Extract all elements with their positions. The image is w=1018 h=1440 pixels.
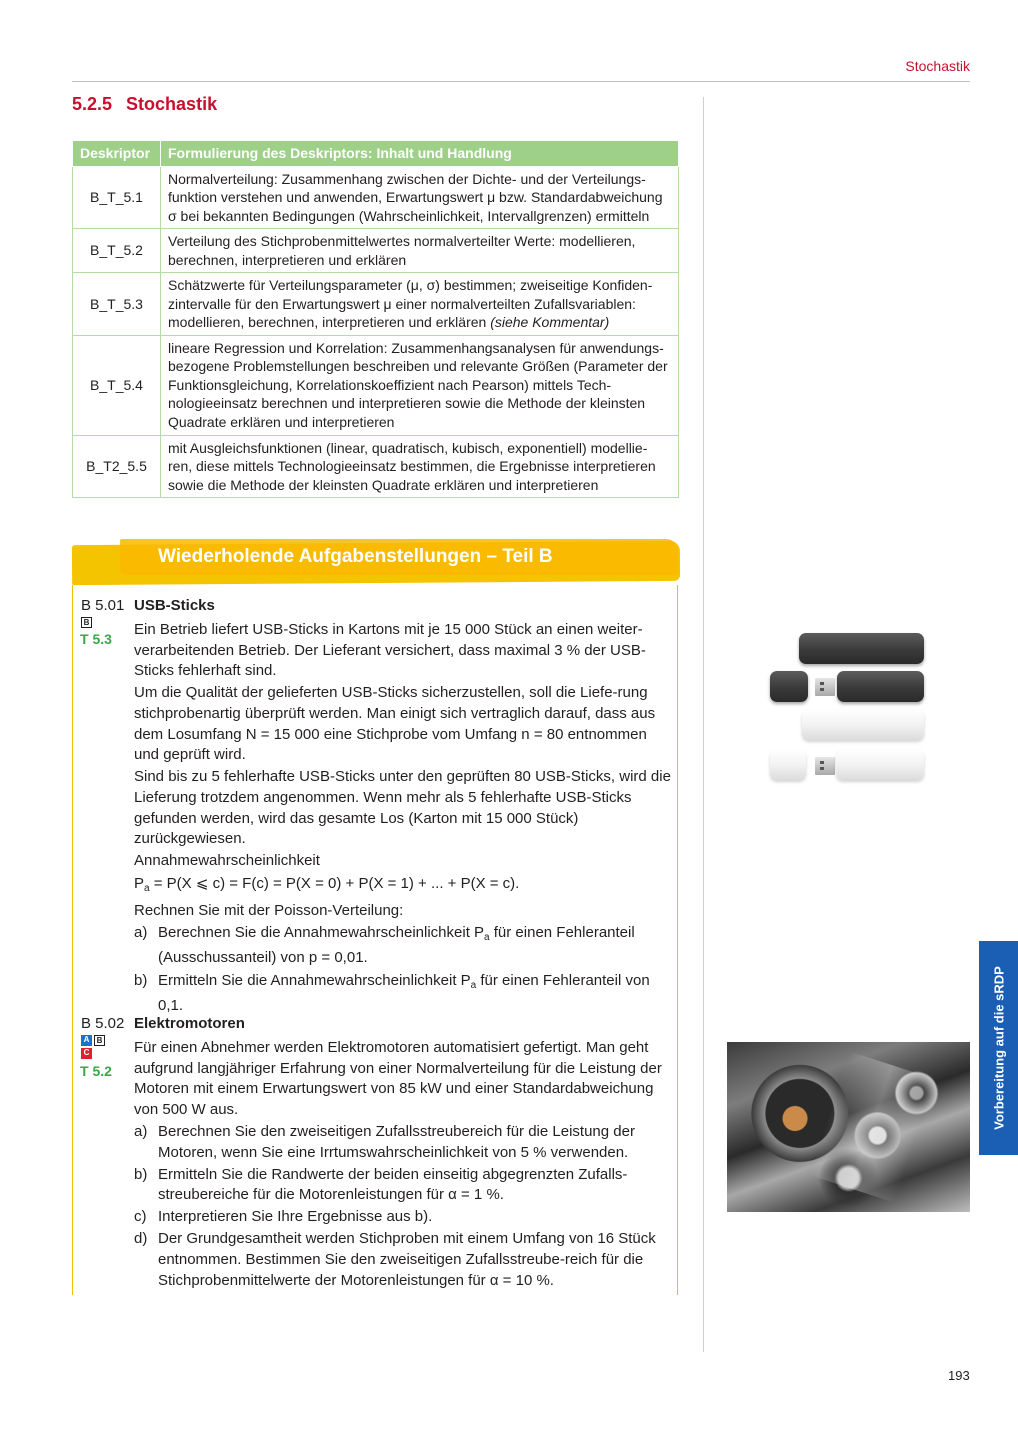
task-paragraph: Um die Qualität der gelieferten USB-Sticks sicherzustellen, soll die Liefe-rung stichprobenartig überprüft werden. Man einigt sich vertraglich darauf, dass aus dem Losumfang N = 15 000 eine Stichprobe vom Umfang n = 80 entnommen und geprüft wird. (134, 684, 656, 764)
subtask-label: d) (134, 1230, 148, 1248)
topic-code: T 5.2 (80, 1063, 112, 1079)
usb-connector (815, 678, 835, 696)
section-title: Stochastik (126, 94, 218, 114)
task-paragraph: Sind bis zu 5 fehlerhafte USB-Sticks unter den geprüften 80 USB-Sticks, wird die Lieferung trotzdem angenommen. Wenn mehr als 5 fehlerhafte USB-Sticks gefunden werden, wird das gesamte Los (Karton mit 15 000 Stück) zurückgewiesen. (134, 768, 671, 848)
subtask-item (134, 923, 674, 969)
descriptor-text-cell (161, 273, 679, 336)
subtask-label: a) (134, 1122, 148, 1140)
table-row (73, 229, 679, 273)
formula-expression: = P(X ⩽ c) = F(c) = P(X = 0) + P(X = 1) + ... + P(X = c). (149, 874, 520, 892)
running-header-title: Stochastik (905, 58, 970, 74)
usb-stick-cap (836, 750, 924, 780)
competence-badge-a: A (81, 1035, 92, 1046)
header-rule (72, 81, 970, 82)
usb-stick-cap (837, 671, 924, 702)
subtask-text: Ermitteln Sie die Randwerte der beiden einseitig abgegrenzten Zufalls-streubereiche für die Motorenleistungen für α = 1 %. (158, 1165, 628, 1204)
task-paragraph: Annahmewahrscheinlichkeit (134, 852, 320, 870)
descriptor-text: Verteilung des Stichprobenmittelwertes normalverteilter Werte: modellieren, berechnen, interpretieren und erklären (161, 229, 679, 273)
competence-badge-b: B (81, 617, 92, 628)
task-body (134, 1038, 674, 1293)
subtask-label: b) (134, 971, 148, 989)
subtask-list (134, 1122, 674, 1291)
subtask-label: c) (134, 1208, 147, 1226)
descriptor-code: B_T_5.4 (73, 335, 161, 435)
subtask-item (134, 1229, 674, 1291)
descriptor-text: Normalverteilung: Zusammenhang zwischen der Dichte- und der Verteilungs-funktion verstehen und anwenden, Erwartungswert μ bzw. Standardabweichung σ bei bekannten Bedingungen (Wahrscheinlichkeit, Intervallgrenzen) ermitteln (161, 166, 679, 229)
descriptor-code: B_T_5.1 (73, 166, 161, 229)
table-row (73, 435, 679, 498)
task-paragraph: Ein Betrieb liefert USB-Sticks in Kartons mit je 15 000 Stück an einen weiter-verarbeitenden Betrieb. Der Lieferant versichert, dass maximal 3 % der USB-Sticks fehlerhaft sind. (134, 621, 646, 680)
section-heading (72, 94, 217, 115)
subtask-text: Interpretieren Sie Ihre Ergebnisse aus b). (158, 1208, 433, 1226)
section-banner (72, 541, 680, 585)
subtask-list (134, 923, 674, 1017)
table-header-descriptor: Deskriptor (73, 141, 161, 167)
descriptor-table (72, 140, 679, 498)
formula-subscript: a (144, 882, 150, 894)
subtask-text: Ermitteln Sie die Annahmewahrscheinlichkeit P (158, 971, 471, 989)
task-title: Elektromotoren (134, 1015, 245, 1032)
subtask-item (134, 1165, 674, 1206)
side-tab-label: Vorbereitung auf die sRDP (991, 966, 1006, 1130)
usb-stick-cap (799, 633, 924, 664)
column-divider (703, 97, 704, 1352)
competence-badge-b: B (94, 1035, 105, 1046)
table-header-formulation: Formulierung des Deskriptors: Inhalt und Handlung (161, 141, 679, 167)
subtask-text: für einen Fehleranteil von 0,1. (158, 971, 650, 1015)
subtask-label: a) (134, 923, 148, 941)
subtask-subscript: a (484, 931, 490, 943)
descriptor-text: Schätzwerte für Verteilungsparameter (μ, σ) bestimmen; zweiseitige Konfiden-zintervalle für den Erwartungswert μ einer normalverteilten Zufallsvariablen: modellieren, berechnen, interpretieren und erklären (168, 277, 653, 330)
subtask-text: Der Grundgesamtheit werden Stichproben mit einem Umfang von 16 Stück entnommen. Bestimmen Sie den zweiseitigen Zufallsstreube-reich für die Stichprobenmittelwerte der Motorenleistungen für α = 10 %. (158, 1230, 656, 1289)
subtask-item (134, 1122, 674, 1163)
usb-connector (815, 757, 835, 775)
banner-title: Wiederholende Aufgabenstellungen – Teil B (158, 546, 553, 567)
table-header-row (73, 141, 679, 167)
descriptor-note: (siehe Kommentar) (490, 314, 610, 330)
task-body (134, 620, 674, 1018)
photo-highlight (809, 1051, 935, 1202)
section-number: 5.2.5 (72, 94, 113, 114)
table-row (73, 273, 679, 336)
table-row (73, 335, 679, 435)
task-paragraph: Rechnen Sie mit der Poisson-Verteilung: (134, 901, 404, 919)
formula-symbol: P (134, 874, 145, 892)
subtask-label: b) (134, 1165, 148, 1183)
descriptor-code: B_T_5.2 (73, 229, 161, 273)
competence-badge-c: C (81, 1048, 92, 1059)
descriptor-text: lineare Regression und Korrelation: Zusammenhangsanalysen für anwendungs-bezogene Problemstellungen beschreiben und relevante Größen (Parameter der Funktionsgleichung, Korrelationskoeffizient nach Pearson) mittels Tech-nologieeinsatz berechnen und interpretieren sowie die Methode der kleinsten Quadrate erklären und interpretieren (161, 335, 679, 435)
task-paragraph: Für einen Abnehmer werden Elektromotoren automatisiert gefertigt. Man geht aufgrund langjähriger Erfahrung von einer Normalverteilung für die Leistung der Motoren mit einem Erwartungswert von 85 kW und einer Standardabweichung von 500 W aus. (134, 1039, 662, 1118)
task-title: USB-Sticks (134, 597, 215, 614)
task-number: B 5.02 (81, 1015, 125, 1032)
task-number: B 5.01 (81, 597, 125, 614)
subtask-text: für einen Fehleranteil (Ausschussanteil) von p = 0,01. (158, 923, 635, 967)
usb-stick-cap (802, 710, 924, 740)
formula (134, 874, 674, 900)
descriptor-text: mit Ausgleichsfunktionen (linear, quadratisch, kubisch, exponentiell) modellie-ren, diese mittels Technologieeinsatz bestimmen, die Ergebnisse interpretieren sowie die Methode der kleinsten Quadrate erklären und interpretieren (161, 435, 679, 498)
electric-motor-photo (727, 1042, 970, 1212)
topic-code: T 5.3 (80, 631, 112, 647)
subtask-item (134, 971, 674, 1017)
table-row (73, 166, 679, 229)
subtask-item (134, 1207, 674, 1228)
subtask-subscript: a (470, 979, 477, 991)
descriptor-code: B_T2_5.5 (73, 435, 161, 498)
usb-stick-body (770, 750, 806, 780)
subtask-text: Berechnen Sie die Annahmewahrscheinlichkeit P (158, 923, 485, 941)
descriptor-code: B_T_5.3 (73, 273, 161, 336)
subtask-text: Berechnen Sie den zweiseitigen Zufallsstreubereich für die Leistung der Motoren, wenn Sie eine Irrtumswahrscheinlichkeit von 5 % verwenden. (158, 1122, 635, 1161)
usb-stick-body (770, 671, 808, 702)
side-tab[interactable] (979, 941, 1018, 1155)
page-number: 193 (948, 1368, 970, 1383)
